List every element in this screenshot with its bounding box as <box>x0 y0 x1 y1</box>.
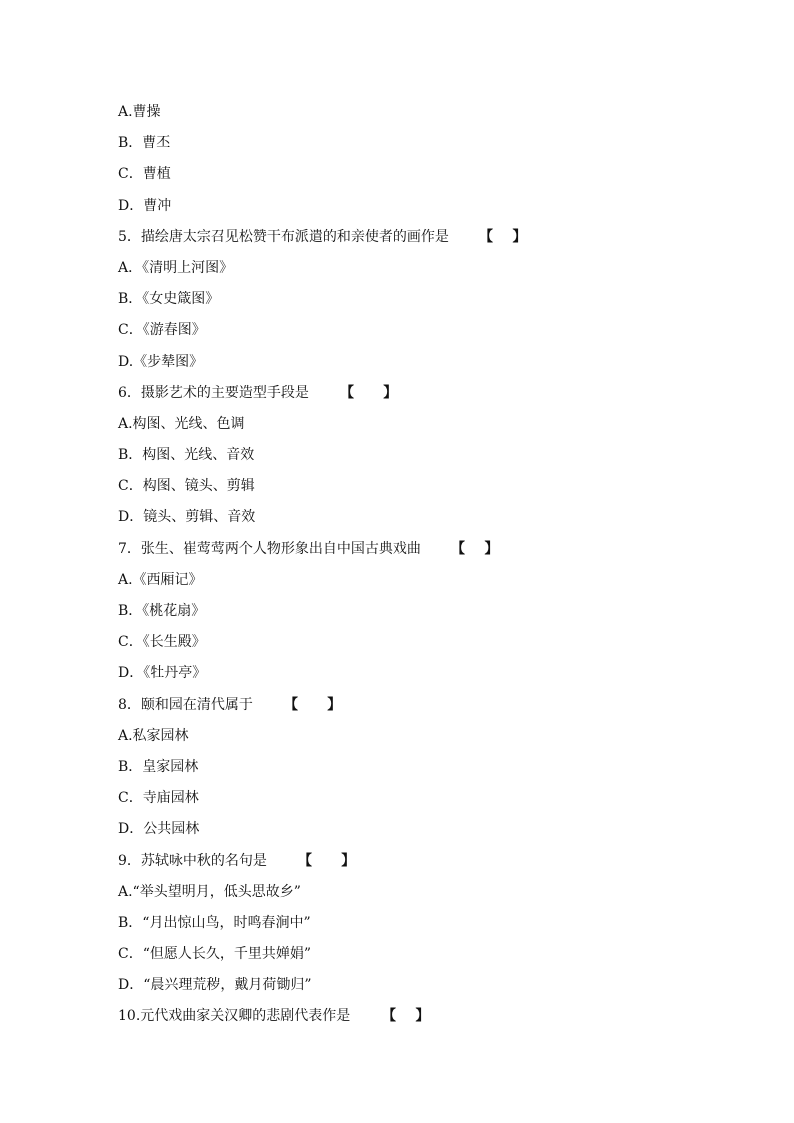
question-5-text: 5．描绘唐太宗召见松赞干布派遣的和亲使者的画作是 <box>118 228 449 245</box>
question-6-text: 6．摄影艺术的主要造型手段是 <box>118 384 309 401</box>
option-6-d: D．镜头、剪辑、音效 <box>118 509 256 526</box>
question-8-text: 8．颐和园在清代属于 <box>118 696 253 713</box>
question-7-text: 7．张生、崔莺莺两个人物形象出自中国古典戏曲 <box>118 540 421 557</box>
option-4-c: C．曹植 <box>118 166 171 183</box>
option-9-d: D．“晨兴理荒秽，戴月荷锄归” <box>118 977 312 994</box>
option-9-c: C．“但愿人长久，千里共婵娟” <box>118 946 312 963</box>
answer-bracket: 【 】 <box>382 1008 430 1025</box>
option-5-c: C．《游春图》 <box>118 322 206 339</box>
option-7-a: A.《西厢记》 <box>118 571 203 588</box>
option-5-d: D.《步辇图》 <box>118 353 204 370</box>
answer-bracket: 【 】 <box>298 852 356 869</box>
option-5-a: A．《清明上河图》 <box>118 259 234 276</box>
question-6 <box>118 382 718 413</box>
option-4-d: D．曹冲 <box>118 197 172 214</box>
question-10 <box>118 1005 718 1036</box>
answer-bracket: 【 】 <box>479 228 527 245</box>
option-6-b: B．构图、光线、音效 <box>118 447 255 464</box>
answer-bracket: 【 】 <box>451 540 499 557</box>
option-5-b: B．《女史箴图》 <box>118 291 220 308</box>
option-6-a: A.构图、光线、色调 <box>118 415 245 432</box>
question-7 <box>118 538 718 569</box>
question-9 <box>118 850 718 881</box>
exam-page <box>118 101 718 1037</box>
option-7-b: B．《桃花扇》 <box>118 603 206 619</box>
option-7-d: D．《牡丹亭》 <box>118 665 207 682</box>
answer-bracket: 【 】 <box>284 696 342 713</box>
option-7-c: C．《长生殿》 <box>118 634 206 651</box>
answer-bracket: 【 】 <box>340 384 398 401</box>
option-8-a: A.私家园林 <box>118 727 189 744</box>
option-4-b: B．曹丕 <box>118 135 171 152</box>
option-4-a: A.曹操 <box>118 104 161 120</box>
question-5 <box>118 226 718 257</box>
option-9-b: B．“月出惊山鸟，时鸣春涧中” <box>118 914 311 931</box>
question-8 <box>118 694 718 725</box>
option-8-c: C．寺庙园林 <box>118 790 199 807</box>
option-8-d: D．公共园林 <box>118 821 200 838</box>
question-10-text: 10.元代戏曲家关汉卿的悲剧代表作是 <box>118 1008 351 1025</box>
question-9-text: 9．苏轼咏中秋的名句是 <box>118 852 267 869</box>
option-8-b: B．皇家园林 <box>118 758 199 775</box>
option-9-a: A.“举头望明月，低头思故乡” <box>118 883 301 900</box>
option-6-c: C．构图、镜头、剪辑 <box>118 478 255 495</box>
